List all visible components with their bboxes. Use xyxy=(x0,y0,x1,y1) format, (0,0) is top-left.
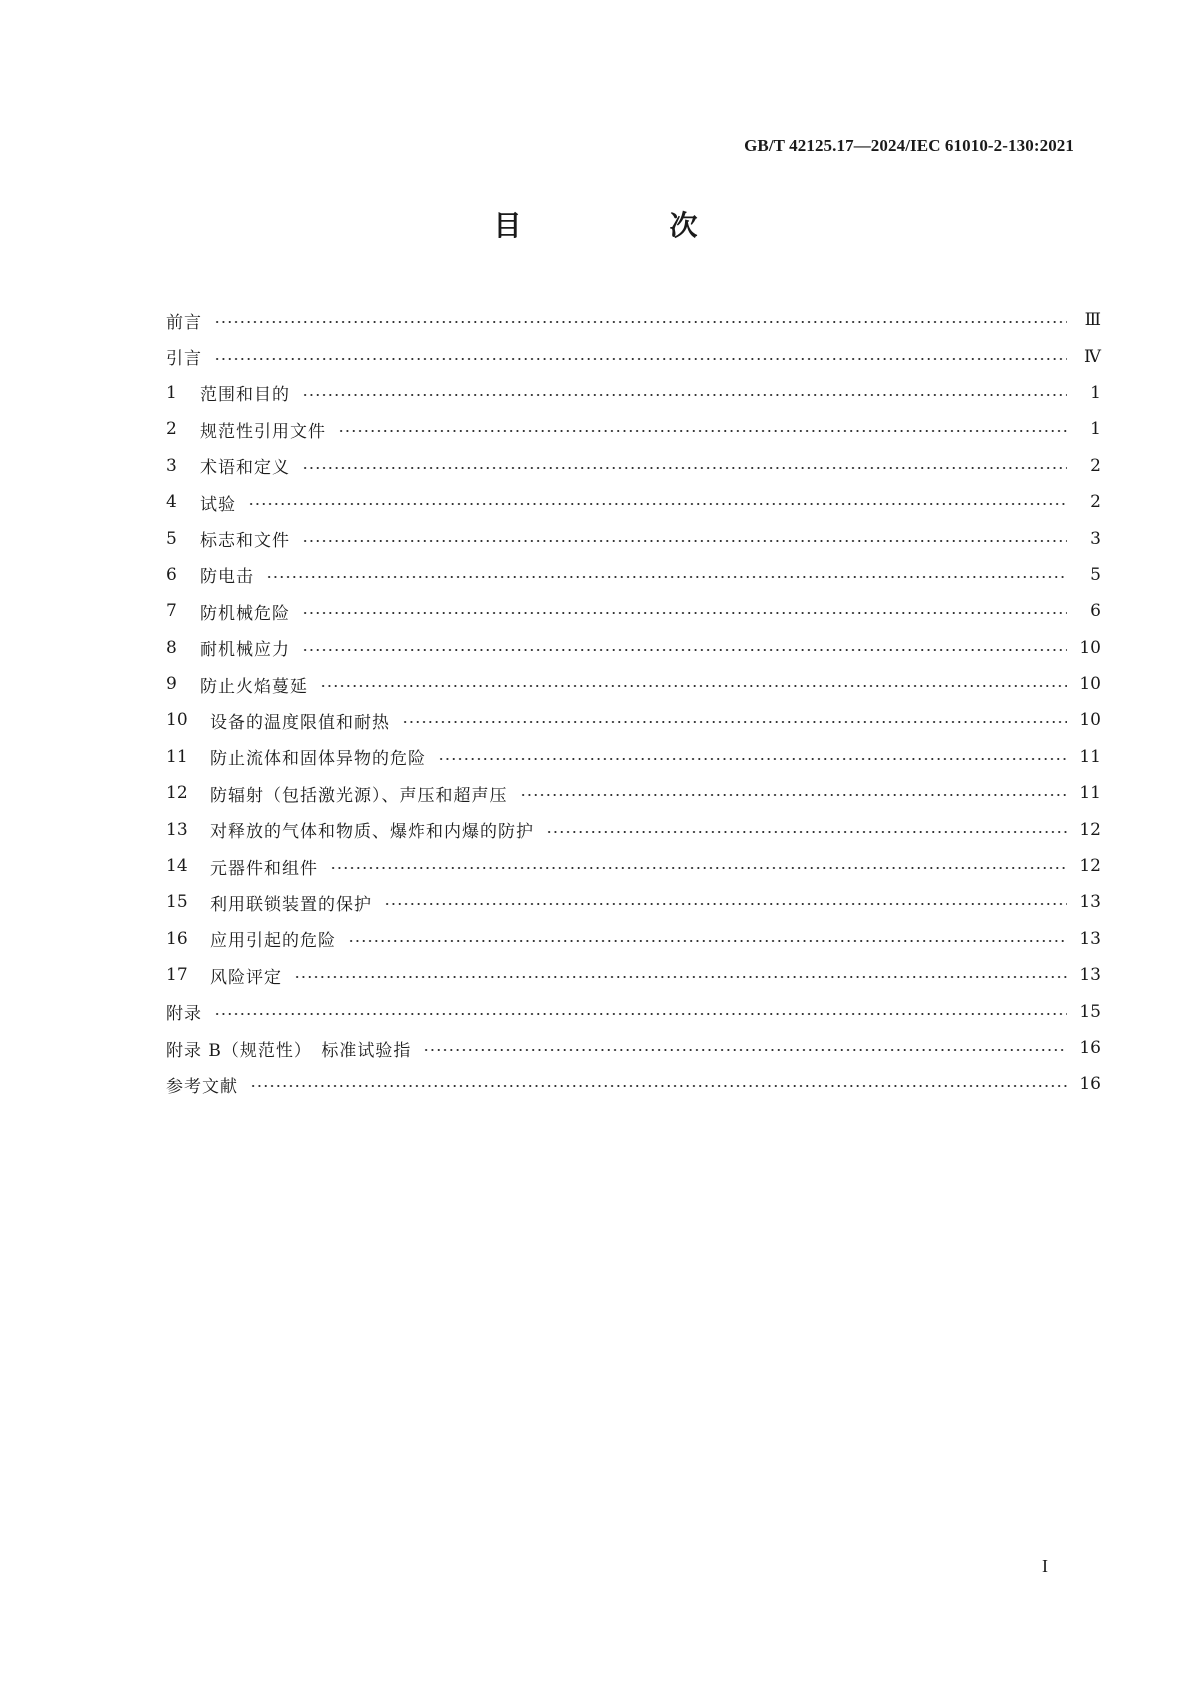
toc-entry[interactable] xyxy=(166,375,1101,411)
toc-entry-page: 16 xyxy=(1079,1038,1101,1058)
toc-leader-dots xyxy=(250,1083,1067,1089)
toc-leader-dots xyxy=(302,647,1067,653)
toc-entry-label: 附录 B（规范性） 标准试验指 xyxy=(166,1040,412,1061)
toc-entry-page: 2 xyxy=(1090,455,1101,476)
toc-entry-number: 1 xyxy=(166,382,177,403)
toc-entry-number: 12 xyxy=(166,783,188,804)
page-title: 目 次 xyxy=(493,209,758,242)
toc-entry-number: 7 xyxy=(166,601,177,622)
toc-leader-dots xyxy=(384,901,1067,907)
toc-entry-page: 1 xyxy=(1090,419,1101,440)
toc-leader-dots xyxy=(330,865,1067,871)
toc-entry-label: 利用联锁装置的保护 xyxy=(210,894,372,915)
toc-leader-dots xyxy=(348,938,1067,944)
toc-entry-page: 10 xyxy=(1079,637,1101,658)
toc-entry-number: 14 xyxy=(166,856,188,877)
toc-entry-page: 6 xyxy=(1090,601,1101,622)
toc-entry[interactable] xyxy=(166,630,1101,666)
toc-entry-number: 5 xyxy=(166,528,177,549)
toc-entry[interactable] xyxy=(166,884,1101,920)
toc-entry-page: 11 xyxy=(1079,746,1101,767)
toc-entry[interactable] xyxy=(166,520,1101,556)
toc-entry-number: 3 xyxy=(166,455,177,476)
toc-entry-label: 应用引起的危险 xyxy=(210,931,336,952)
toc-entry-label: 防电击 xyxy=(200,567,254,588)
toc-entry[interactable] xyxy=(166,702,1101,738)
toc-entry-page: 12 xyxy=(1079,819,1101,840)
toc-entry[interactable] xyxy=(166,411,1101,447)
toc-entry[interactable] xyxy=(166,811,1101,847)
toc-entry-page: 3 xyxy=(1090,528,1101,549)
toc-entry-page: 13 xyxy=(1079,928,1101,949)
toc-entry-number: 13 xyxy=(166,819,188,840)
toc-leader-dots xyxy=(302,465,1067,471)
toc-entry-label: 元器件和组件 xyxy=(210,858,318,879)
toc-entry-number: 8 xyxy=(166,637,177,658)
toc-entry-label: 前言 xyxy=(166,312,202,333)
toc-entry-page: 13 xyxy=(1079,892,1101,913)
toc-entry-label: 风险评定 xyxy=(210,967,282,988)
toc-entry-label: 附录 xyxy=(166,1004,202,1025)
toc-entry-page: 16 xyxy=(1079,1074,1101,1095)
toc-entry-page: 13 xyxy=(1079,965,1101,986)
toc-leader-dots xyxy=(302,538,1067,544)
toc-entry-number: 11 xyxy=(166,746,188,767)
toc-entry-page: 10 xyxy=(1079,674,1101,695)
toc-leader-dots xyxy=(302,392,1067,398)
toc-leader-dots xyxy=(338,428,1067,434)
toc-entry[interactable] xyxy=(166,1030,1101,1066)
toc-entry[interactable] xyxy=(166,666,1101,702)
toc-entry-page: 1 xyxy=(1090,382,1101,403)
toc-entry[interactable] xyxy=(166,593,1101,629)
toc-entry-number: 2 xyxy=(166,419,177,440)
toc-entry-page: 2 xyxy=(1090,492,1101,513)
toc-entry-label: 标志和文件 xyxy=(200,531,290,552)
toc-entry-number: 17 xyxy=(166,965,188,986)
toc-entry-page: Ⅲ xyxy=(1084,310,1101,331)
toc-entry[interactable] xyxy=(166,448,1101,484)
toc-entry-page: Ⅳ xyxy=(1084,346,1101,367)
toc-entry-number: 10 xyxy=(166,710,188,731)
toc-leader-dots xyxy=(294,974,1067,980)
toc-entry-number: 16 xyxy=(166,928,188,949)
toc-entry-label: 术语和定义 xyxy=(200,458,290,479)
toc-entry-label: 试验 xyxy=(200,494,236,515)
toc-entry-number: 9 xyxy=(166,674,177,695)
toc-leader-dots xyxy=(423,1047,1067,1053)
toc-leader-dots xyxy=(214,319,1067,325)
toc-entry-number: 15 xyxy=(166,892,188,913)
toc-entry[interactable] xyxy=(166,1066,1101,1102)
toc-entry-number: 4 xyxy=(166,492,177,513)
toc-leader-dots xyxy=(546,829,1067,835)
toc-leader-dots xyxy=(214,1011,1067,1017)
toc-entry[interactable] xyxy=(166,921,1101,957)
toc-entry-label: 规范性引用文件 xyxy=(200,421,326,442)
standard-code: GB/T 42125.17—2024/IEC 61010-2-130:2021 xyxy=(744,136,1074,155)
toc-entry-label: 防止火焰蔓延 xyxy=(200,676,308,697)
page-number: I xyxy=(1042,1556,1048,1576)
toc-entry-number: 6 xyxy=(166,564,177,585)
toc-entry-label: 参考文献 xyxy=(166,1076,238,1097)
toc-entry-page: 10 xyxy=(1079,710,1101,731)
toc-entry-label: 防辐射（包括激光源）、声压和超声压 xyxy=(210,785,508,806)
toc-entry[interactable] xyxy=(166,993,1101,1029)
table-of-contents xyxy=(166,302,1101,1103)
toc-leader-dots xyxy=(266,574,1067,580)
toc-entry[interactable] xyxy=(166,739,1101,775)
toc-entry-label: 防机械危险 xyxy=(200,603,290,624)
toc-entry[interactable] xyxy=(166,484,1101,520)
toc-entry-label: 对释放的气体和物质、爆炸和内爆的防护 xyxy=(210,822,534,843)
toc-leader-dots xyxy=(214,356,1067,362)
toc-leader-dots xyxy=(438,756,1067,762)
toc-leader-dots xyxy=(520,792,1068,798)
toc-entry[interactable] xyxy=(166,302,1101,338)
toc-leader-dots xyxy=(402,719,1067,725)
toc-entry[interactable] xyxy=(166,557,1101,593)
toc-entry[interactable] xyxy=(166,848,1101,884)
toc-entry-label: 范围和目的 xyxy=(200,385,290,406)
toc-entry-label: 耐机械应力 xyxy=(200,640,290,661)
toc-leader-dots xyxy=(302,610,1067,616)
toc-entry-page: 12 xyxy=(1079,856,1101,877)
toc-entry-page: 15 xyxy=(1079,1001,1101,1022)
toc-entry-page: 11 xyxy=(1079,783,1101,804)
toc-entry-label: 引言 xyxy=(166,349,202,370)
toc-entry-label: 设备的温度限值和耐热 xyxy=(210,712,390,733)
toc-leader-dots xyxy=(320,683,1067,689)
toc-entry[interactable] xyxy=(166,957,1101,993)
toc-entry-page: 5 xyxy=(1090,564,1101,585)
toc-entry[interactable] xyxy=(166,775,1101,811)
toc-entry[interactable] xyxy=(166,338,1101,374)
toc-leader-dots xyxy=(248,501,1067,507)
toc-entry-label: 防止流体和固体异物的危险 xyxy=(210,749,426,770)
